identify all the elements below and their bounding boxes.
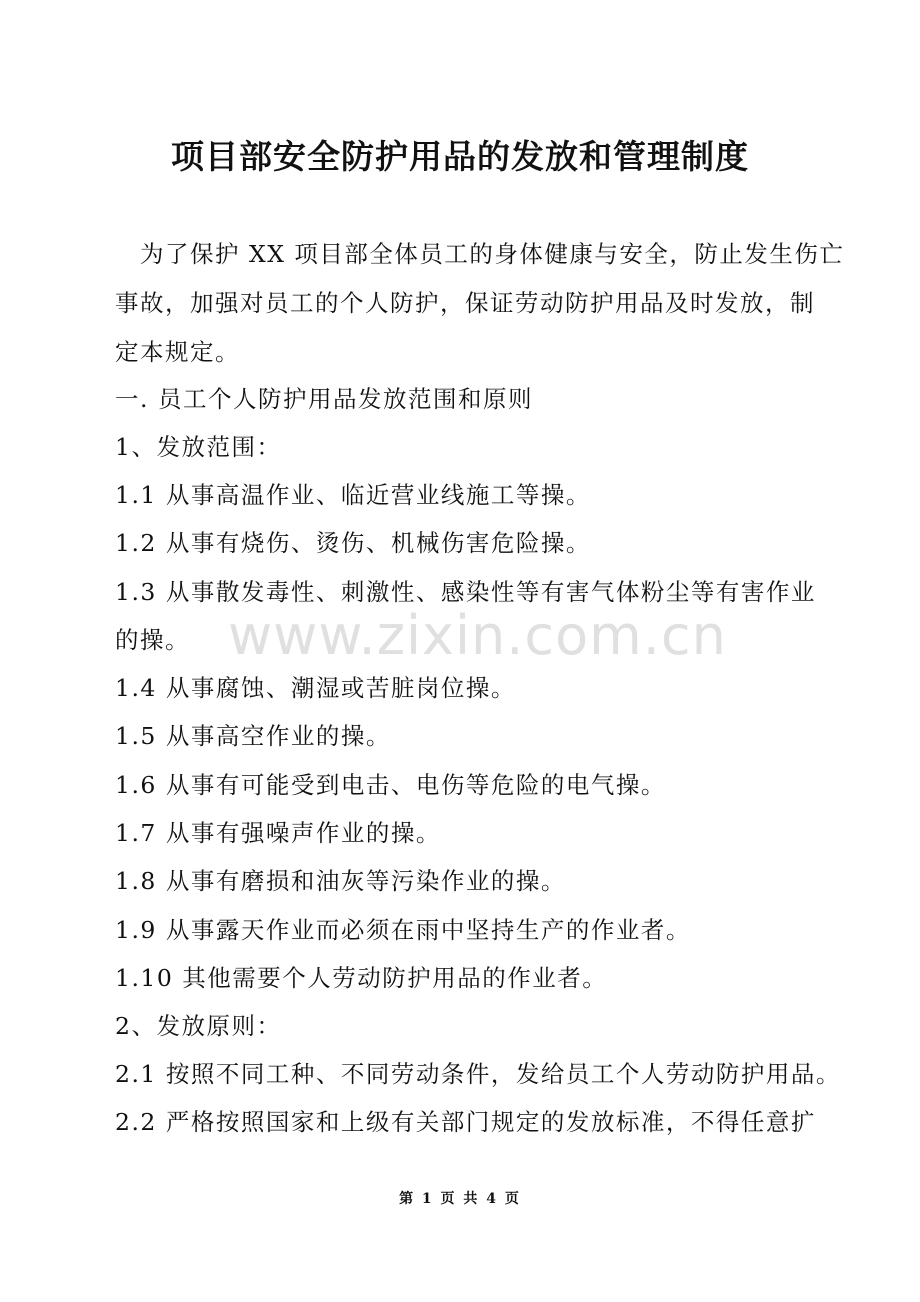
list-item: 1.7 从事有强噪声作业的操。 — [115, 819, 441, 847]
subsection-heading: 2、发放原则： — [115, 1012, 282, 1040]
list-item: 1.2 从事有烧伤、烫伤、机械伤害危险操。 — [115, 529, 591, 557]
section-heading: 一. 员工个人防护用品发放范围和原则 — [115, 385, 533, 413]
list-item: 1.3 从事散发毒性、刺激性、感染性等有害气体粉尘等有害作业 — [115, 578, 816, 606]
list-item: 1.5 从事高空作业的操。 — [115, 722, 391, 750]
list-item: 2.1 按照不同工种、不同劳动条件，发给员工个人劳动防护用品。 — [115, 1060, 841, 1088]
list-item-continued: 的操。 — [115, 626, 190, 654]
body-line: 定本规定。 — [115, 338, 240, 366]
document-title: 项目部安全防护用品的发放和管理制度 — [171, 137, 749, 176]
list-item: 1.1 从事高温作业、临近营业线施工等操。 — [115, 481, 591, 509]
watermark: www.zixin.com.cn — [228, 604, 727, 667]
page-footer: 第 1 页 共 4 页 — [399, 1191, 521, 1207]
subsection-heading: 1、发放范围： — [115, 433, 282, 461]
list-item: 1.10 其他需要个人劳动防护用品的作业者。 — [115, 964, 608, 992]
list-item: 1.6 从事有可能受到电击、电伤等危险的电气操。 — [115, 771, 666, 799]
list-item: 2.2 严格按照国家和上级有关部门规定的发放标准，不得任意扩 — [115, 1108, 816, 1136]
list-item: 1.9 从事露天作业而必须在雨中坚持生产的作业者。 — [115, 916, 691, 944]
body-line: 事故，加强对员工的个人防护，保证劳动防护用品及时发放，制 — [115, 289, 815, 317]
list-item: 1.8 从事有磨损和油灰等污染作业的操。 — [115, 867, 566, 895]
list-item: 1.4 从事腐蚀、潮湿或苦脏岗位操。 — [115, 674, 516, 702]
body-line: 为了保护 XX 项目部全体员工的身体健康与安全，防止发生伤亡 — [115, 240, 845, 268]
